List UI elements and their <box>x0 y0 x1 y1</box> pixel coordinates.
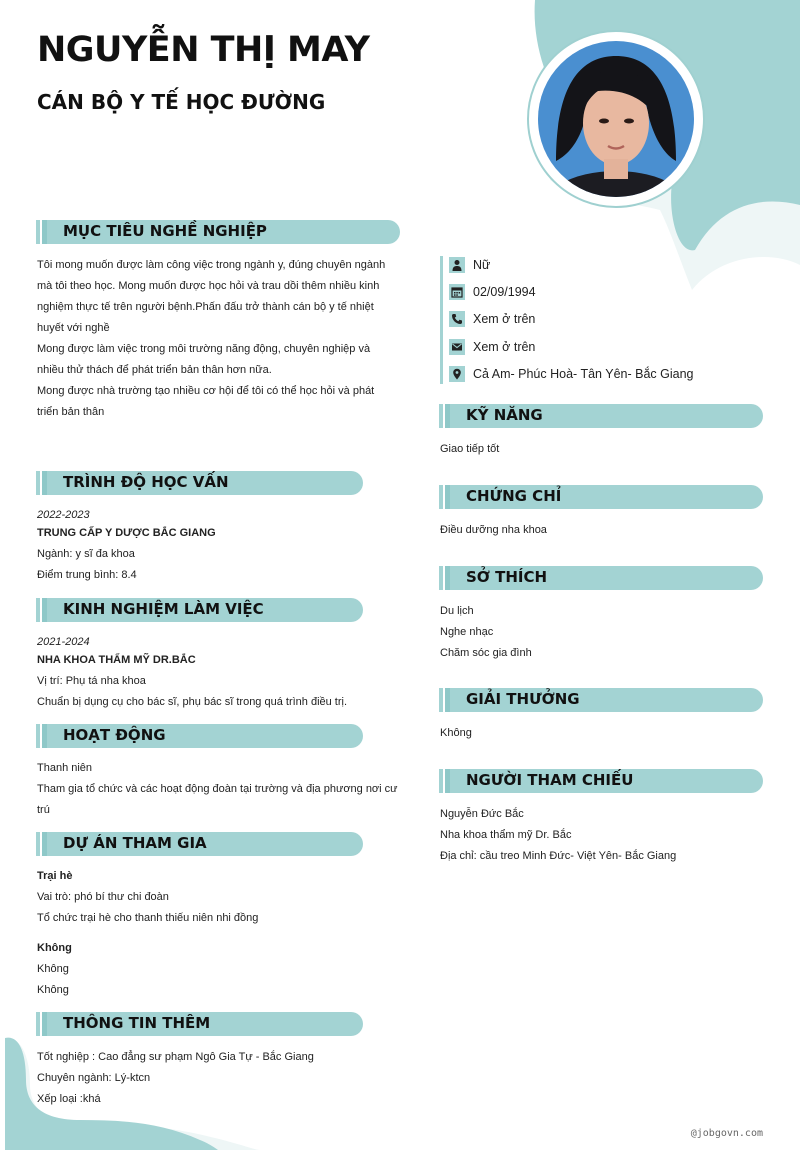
hobbies-list: Du lịch Nghe nhạc Chăm sóc gia đình <box>440 605 532 659</box>
candidate-name: NGUYỄN THỊ MAY <box>37 30 370 70</box>
profile-photo <box>538 41 694 197</box>
section-header-activities: HOẠT ĐỘNG <box>42 724 363 748</box>
additional-info-text: Tốt nghiệp : Cao đẳng sư phạm Ngô Gia Tự - Bắc Giang Chuyên ngành: Lý-ktcn Xếp loại :khá <box>37 1051 314 1105</box>
email-icon <box>449 339 465 355</box>
person-icon <box>449 257 465 273</box>
profile-photo-frame <box>527 30 705 208</box>
section-header-objective: MỤC TIÊU NGHỀ NGHIỆP <box>42 220 400 244</box>
section-header-certificates: CHỨNG CHỈ <box>445 485 763 509</box>
references-list: Nguyễn Đức Bắc Nha khoa thẩm mỹ Dr. Bắc Địa chỉ: cầu treo Minh Đức- Việt Yên- Bắc Giang <box>440 808 677 862</box>
section-header-hobbies: SỞ THÍCH <box>445 566 763 590</box>
job-title: CÁN BỘ Y TẾ HỌC ĐƯỜNG <box>37 90 326 114</box>
section-header-projects: DỰ ÁN THAM GIA <box>42 832 363 856</box>
calendar-icon <box>449 284 465 300</box>
contact-info-accent-bar <box>440 256 443 384</box>
section-header-references: NGƯỜI THAM CHIẾU <box>445 769 763 793</box>
footer-watermark: @jobgovn.com <box>690 1128 763 1139</box>
section-header-experience: KINH NGHIỆM LÀM VIỆC <box>42 598 363 622</box>
section-header-additional-info: THÔNG TIN THÊM <box>42 1012 363 1036</box>
experience-entry: 2021-2024 NHA KHOA THẨM MỸ DR.BẮC Vị trí: Phụ tá nha khoa Chuẩn bị dụng cụ cho bác sĩ, phụ bác sĩ trong quá trình điều trị. <box>37 636 348 708</box>
section-header-awards: GIẢI THƯỞNG <box>445 688 763 712</box>
section-header-skills: KỸ NĂNG <box>445 404 763 428</box>
location-pin-icon <box>449 366 465 382</box>
skills-list: Giao tiếp tốt <box>440 443 500 455</box>
certificates-list: Điều dưỡng nha khoa <box>440 524 547 536</box>
objective-text: Tôi mong muốn được làm công việc trong ngành y, đúng chuyên ngành mà tôi theo học. Mong muốn được học hỏi và trau dồi thêm nhiều kinh nghiệm thực tế trên người bệnh.Phấn đấu trở thành cán bộ y tế nhiệt huyết với nghề Mong được làm việc trong môi trường năng động, chuyên nghiệp và nhiều thử thách để phát triển bản thân hơn nữa. Mong được nhà trường tạo nhiều cơ hội để tôi có thể học hỏi và phát triển bản thân <box>37 259 386 418</box>
awards-list: Không <box>440 727 472 739</box>
phone-icon <box>449 311 465 327</box>
project-entry: Không Không Không <box>37 942 72 996</box>
activities-entry: Thanh niên Tham gia tổ chức và các hoạt động đoàn tại trường và địa phương nơi cư trú <box>37 762 398 816</box>
project-entry: Trại hè Vai trò: phó bí thư chi đoàn Tổ chức trại hè cho thanh thiếu niên nhi đồng <box>37 870 259 924</box>
section-header-education: TRÌNH ĐỘ HỌC VẤN <box>42 471 363 495</box>
education-entry: 2022-2023 TRUNG CẤP Y DƯỢC BẮC GIANG Ngành: y sĩ đa khoa Điểm trung bình: 8.4 <box>37 509 216 581</box>
